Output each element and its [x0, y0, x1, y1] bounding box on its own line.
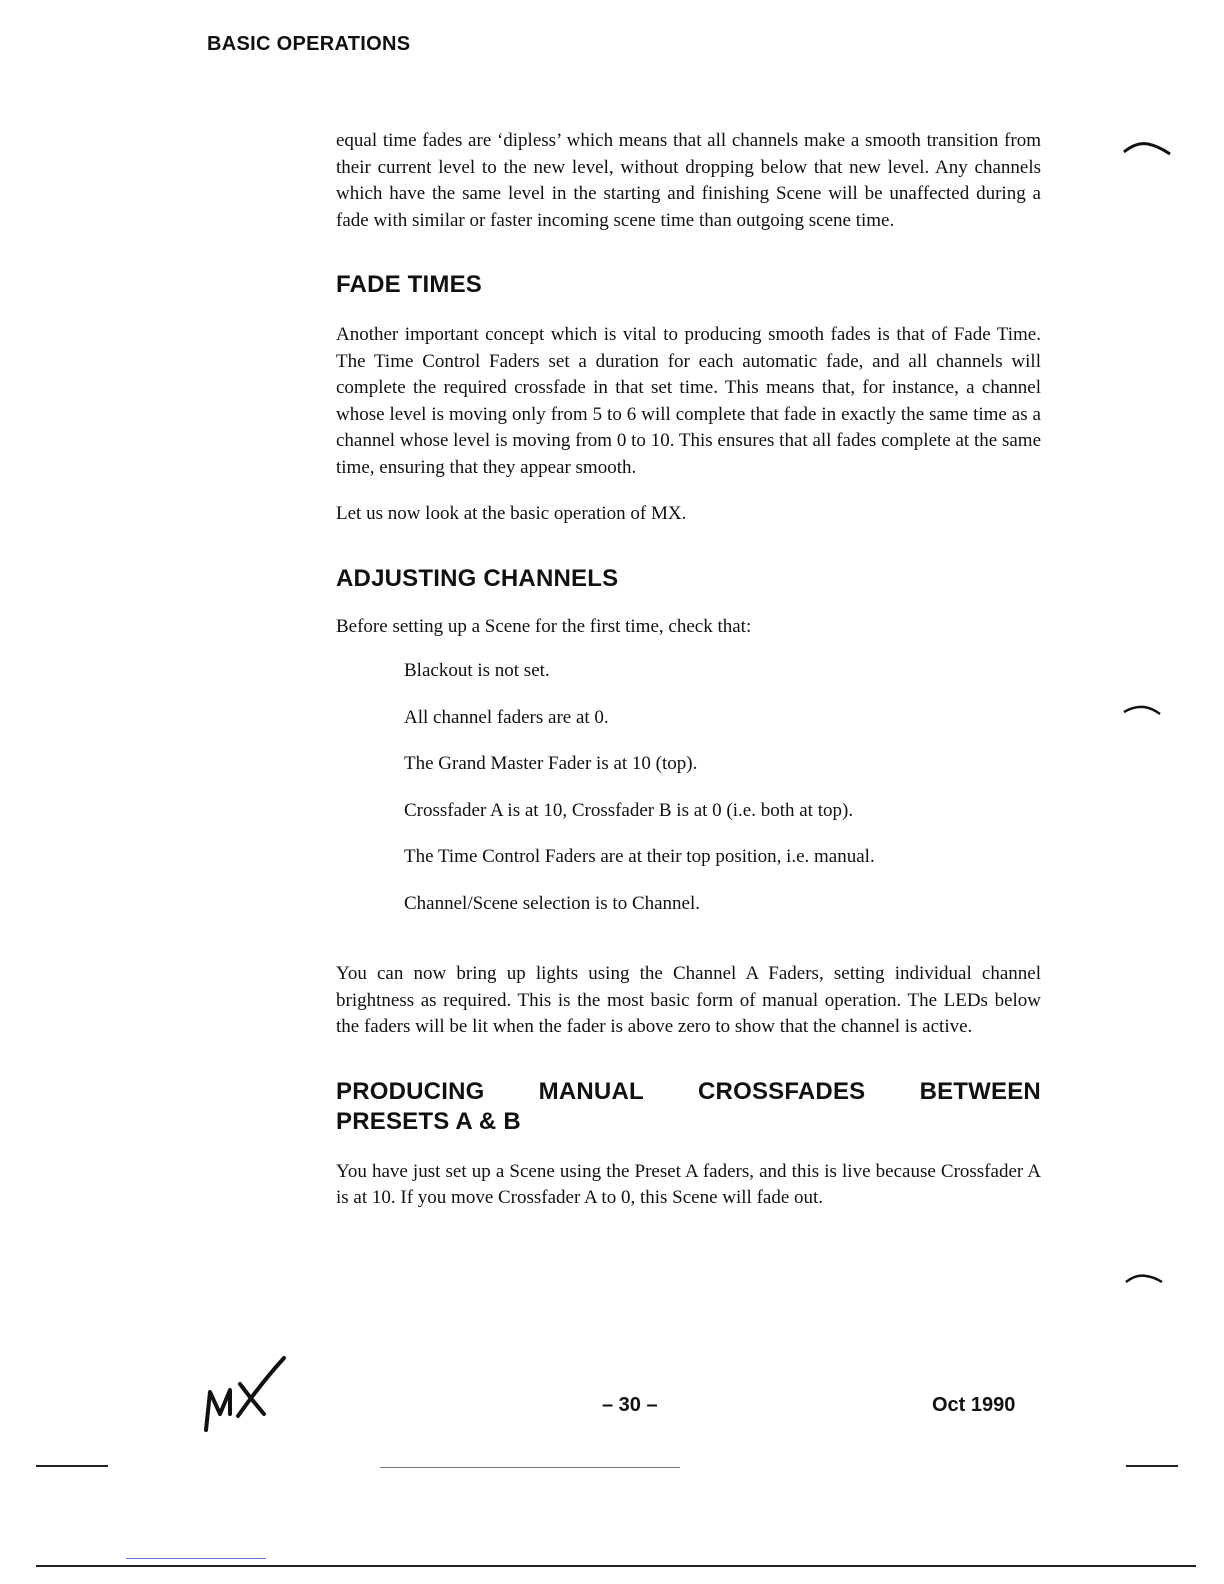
running-header: BASIC OPERATIONS	[207, 33, 411, 55]
checklist-item: The Time Control Faders are at their top position, i.e. manual.	[404, 846, 875, 867]
checklist-item: Crossfader A is at 10, Crossfader B is at 0 (i.e. both at top).	[404, 799, 854, 821]
checklist-item: Channel/Scene selection is to Channel.	[404, 892, 701, 914]
heading-line-2: PRESETS A & B	[336, 1107, 521, 1135]
heading-line-1	[336, 1077, 1041, 1107]
heading-word: CROSSFADES	[698, 1077, 866, 1105]
fade-times-heading: FADE TIMES	[336, 271, 483, 298]
heading-word: BETWEEN	[919, 1077, 1041, 1105]
scan-rule	[126, 1558, 266, 1559]
margin-mark-icon	[1122, 138, 1174, 158]
fade-times-paragraph: Another important concept which is vital to producing smooth fades is that of Fade Time. The Time Control Faders set a duration for each automatic fade, and all channels will complete the required crossfade in that set time. This means that, for instance, a channel whose level is moving only from 5 to 6 will complete that fade in exactly the same time as a channel whose level is moving from 0 to 10. This ensures that all fades complete at the same time, ensuring that they appear smooth.	[336, 324, 1041, 478]
scan-rule	[36, 1465, 108, 1467]
page-number: – 30 –	[602, 1394, 658, 1416]
manual-crossfades-heading	[336, 1077, 1041, 1137]
manual-crossfades-paragraph: You have just set up a Scene using the Preset A faders, and this is live because Crossfader A is at 10. If you move Crossfader A to 0, this Scene will fade out.	[336, 1160, 1041, 1208]
mx-logo	[200, 1352, 290, 1437]
checklist-item: All channel faders are at 0.	[404, 706, 609, 728]
fade-times-followup: Let us now look at the basic operation of MX.	[336, 503, 687, 524]
footer-date: Oct 1990	[932, 1394, 1016, 1416]
scan-rule	[1126, 1465, 1178, 1467]
adjusting-channels-heading: ADJUSTING CHANNELS	[336, 564, 619, 592]
page-content	[336, 128, 1041, 1212]
adjusting-channels-intro: Before setting up a Scene for the first time, check that:	[336, 615, 752, 637]
heading-word: PRODUCING	[336, 1077, 485, 1105]
margin-mark-icon	[1124, 1268, 1164, 1286]
margin-mark-icon	[1122, 700, 1162, 718]
checklist-item: The Grand Master Fader is at 10 (top).	[404, 753, 698, 774]
heading-word: MANUAL	[538, 1077, 644, 1105]
pre-setup-checklist	[336, 658, 1041, 917]
scan-rule	[380, 1467, 680, 1468]
adjusting-channels-paragraph: You can now bring up lights using the Channel A Faders, setting individual channel brightness as required. This is the most basic form of manual operation. The LEDs below the faders will be lit when the fader is above zero to show that the channel is active.	[336, 963, 1041, 1037]
intro-paragraph: equal time fades are ‘dipless’ which means that all channels make a smooth transition from their current level to the new level, without dropping below that new level. Any channels which have the same level in the starting and finishing Scene will be unaffected during a fade with similar or faster incoming scene time than outgoing scene time.	[336, 130, 1041, 231]
scan-rule	[36, 1565, 1196, 1567]
checklist-item: Blackout is not set.	[404, 660, 550, 681]
